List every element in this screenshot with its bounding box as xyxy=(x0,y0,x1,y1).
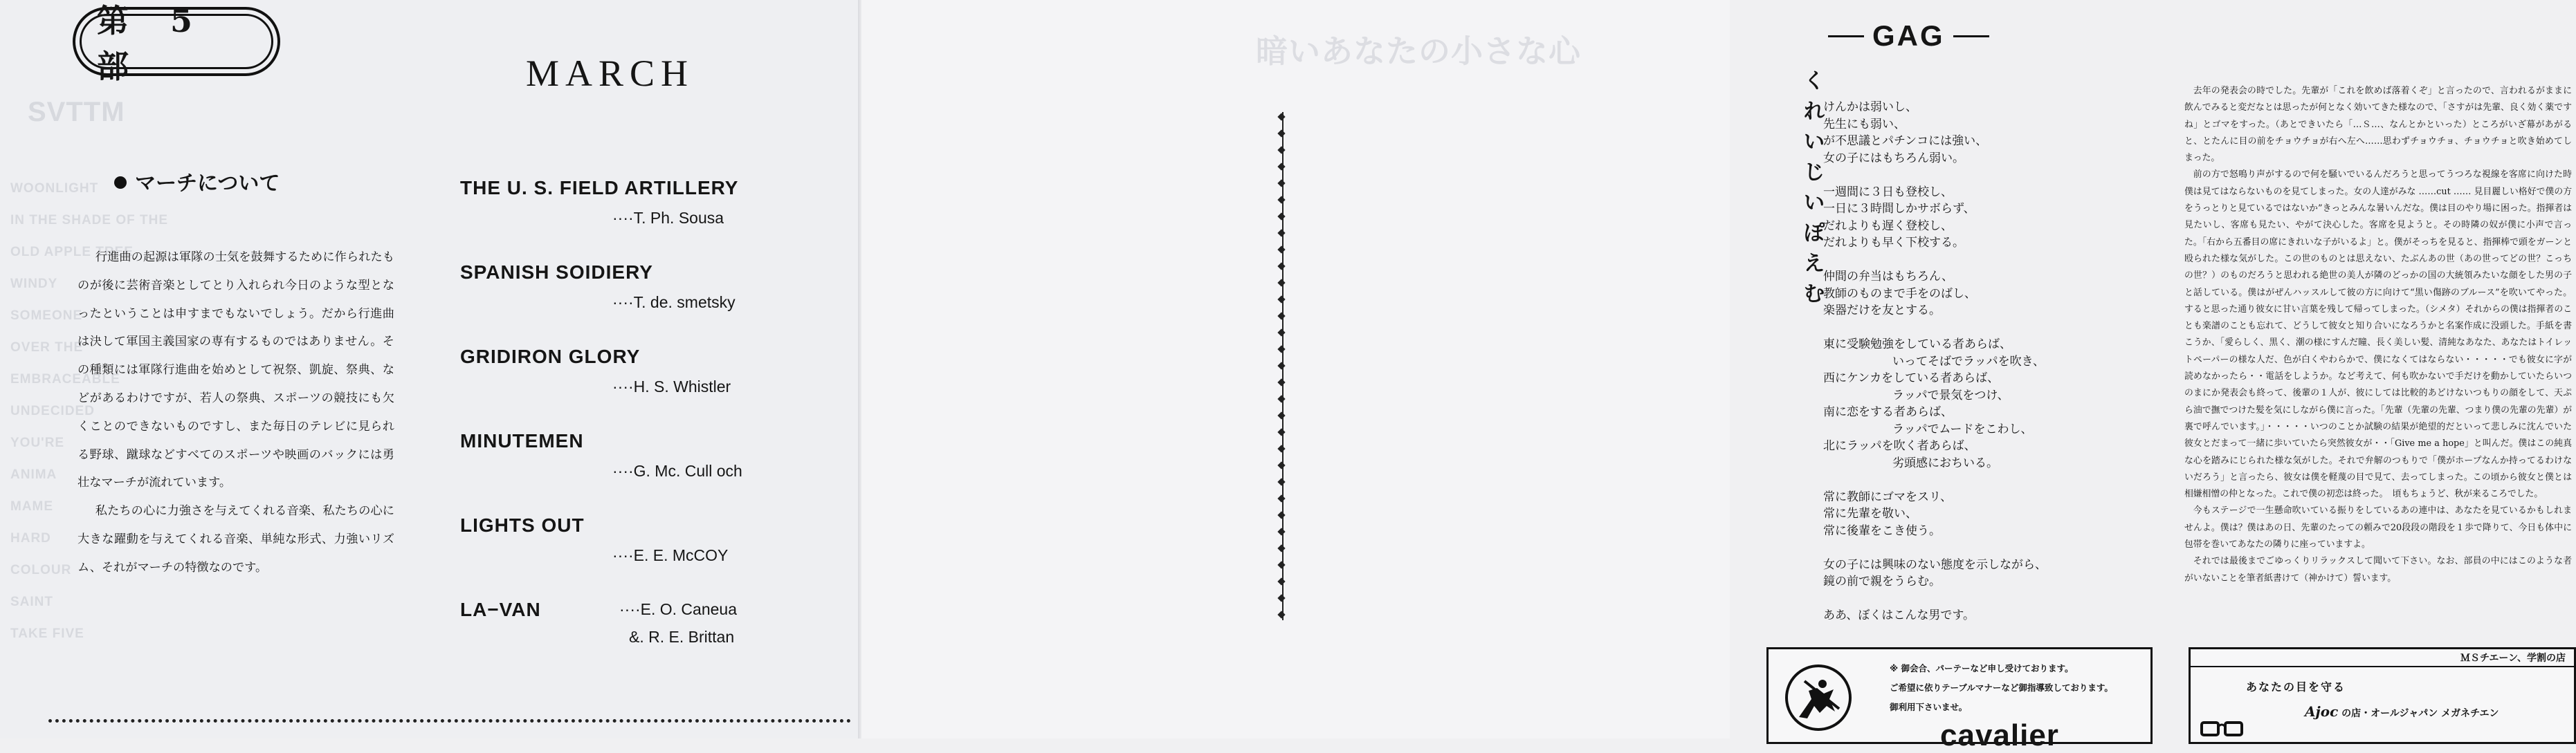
poem-line: 教師のものまで手をのばし、 xyxy=(1823,286,1976,301)
cavalier-ad-line: ご希望に依りテーブルマナーなど御指導致しております。 xyxy=(1890,682,2113,693)
poem-line: 南に恋をする者あらば、 xyxy=(1823,405,1953,419)
march-title: MARCH xyxy=(526,53,695,94)
poem-line: 東に受験勉強をしている者あらば、 xyxy=(1823,337,2011,351)
poem-line: いってそばでラッパを吹き、 xyxy=(1892,354,2045,369)
poem-line: 常に教師にゴマをスリ、 xyxy=(1823,490,1953,504)
ms-chain-ad xyxy=(2189,647,2576,744)
march-composer: ····G. Mc. Cull och xyxy=(612,462,742,480)
march-composer: ····E. E. McCOY xyxy=(612,546,729,564)
part-label: 第 5 部 xyxy=(97,2,208,85)
poem-stanza xyxy=(1823,607,2086,624)
poem-line: ああ、ぼくはこんな男です。 xyxy=(1823,608,1975,622)
about-body xyxy=(77,243,394,582)
poem-line: けんかは弱いし、 xyxy=(1823,100,1917,114)
poem-line: が不思議とパチンコには強い、 xyxy=(1823,134,1988,148)
cavalier-ad-line: ※ 御会合、パーテーなど申し受けております。 xyxy=(1890,663,2074,673)
march-name: THE U. S. FIELD ARTILLERY xyxy=(460,177,739,198)
poem-line: 女の子には興味のない態度を示しながら、 xyxy=(1823,557,2047,572)
cavalier-ad xyxy=(1766,647,2153,752)
cavalier-ad-lines xyxy=(1890,659,2113,717)
march-item xyxy=(460,346,848,430)
part-badge xyxy=(73,2,280,85)
march-composer: ····H. S. Whistler xyxy=(612,378,731,396)
poem-line: 先生にも弱い、 xyxy=(1823,117,1906,131)
poem-stanza xyxy=(1823,99,2086,167)
poem-line: 一日に３時間しかサボらず、 xyxy=(1823,202,1975,216)
knight-logo-icon xyxy=(1784,663,1853,732)
poem-line: 鏡の前で親をうらむ。 xyxy=(1823,575,1941,588)
poem-line: だれよりも早く下校する。 xyxy=(1823,236,1964,250)
about-paragraph: 行進曲の起源は軍隊の士気を鼓舞するために作られたものが後に芸術音楽としてとり入れられ今日のような型となったということは申すまでもないでしょう。だから行進曲は決して軍国主義国家の専有するものではありません。その種類には軍隊行進曲を始めとして祝祭、凱旋、祭典、などがあるわけですが、若人の祭典、スポーツの競技にも欠くことのできないものですし、また毎日のテレビに見られる野球、蹴球などすべてのスポーツや映画のバックには勇壮なマーチが流れています。 xyxy=(77,250,394,490)
march-item xyxy=(460,430,848,514)
march-item xyxy=(460,261,848,346)
show-through-text: SVTTM xyxy=(28,97,125,127)
march-name: LIGHTS OUT xyxy=(460,514,585,536)
essay-paragraph: それでは最後までごゆっくりリラックスして聞いて下さい。なお、部員の中にはこのような者がいないことを筆者紙書けて（神かけて）誓います。 xyxy=(2184,556,2572,584)
poem-line: ラッパでムードをこわし、 xyxy=(1892,422,2033,436)
essay-paragraph: 前の方で怒鳴り声がするので何を騒いでいるんだろうと思ってうつろな視線を客席に向けた時僕は見てはならないものを見てしまった。女の人達がみな ……cut …… 見目麗しい格好で僕の方をうっとりと見ているではないか”きっとみんな暑いんだな。僕は目のやり場に困った。指揮者は見たいし、客席も見たい、やがて決心した。客席を見ようと。その時隣の奴が僕に小声で言った。「右から五番目の席にきれいな子がいるよ」と。僕がそっちを見ると、指揮棒で頭をガーンと殴られた様な気がした。この世のものとは思えない、たぶんあの世（あの世ってどの世？こっちの世？）のものだろうと思われる絶世の美人が隣のどっかの国の大統領みたいな顔をした男の子と話している。僕はがぜんハッスルして彼の方に向けて“黒い傷跡のブルース”を吹いてやった。すると思った通り彼女に甘い言葉を残して帰ってしまった。（シメタ）それからの僕は指揮者のことも楽譜のことも忘れて、どうして彼女と知り合いになろうかと名案作成に没頭した。手紙を書こうか、「愛らしく、黒く、潮の様にすんだ瞳、長く美しい髪、清純なあなた、あなたはトイレットペーパーの様な人だ、色が白くやわらかで、僕になくてはならない・・・・・でも彼女に字が読めなかったら・・電話をしようか。など考えて、何も吹かないで手だけを動かしていたらいつのまにか発表会も終って、後輩の１人が、彼にしては比較的あどけないつもりの顔をして、天ぷら油で撫でつけた髪を気にしながら僕に言った。「先輩（先輩の先輩、つまり僕の先輩の先輩）が裏で呼んでいます。」・・・・・いつのことか試験の結果が絶望的だといって悲しみに沈んでいた彼女とだまって一緒に歩いていたら突然彼女が・・「Give me a hope」と叫んだ。僕はこの純真な心を踏みにじられた様な気がした。それで弁解のつもりで「僕がホープなんか持ってるわけないだろう」と言ったら、彼女は僕を軽蔑の目で見て、去ってしまった。この頃から彼女と僕とは相嫌相憎の仲となった。これで僕の初恋は終った。 頃もちょうど、秋が来るころでした。 xyxy=(2184,169,2573,500)
march-list xyxy=(460,177,848,683)
poem-line: 仲間の弁当はもちろん、 xyxy=(1823,270,1954,283)
essay-paragraph: 今もステージで一生懸命吹いている振りをしているあの連中は、あなたを見ているかもしれませんよ。僕は？僕はあの日、先輩のたっての頼みで20段段の階段を１歩で降りて、今日も体中に包帯を巻いてあなたの隣りに座っていますよ。 xyxy=(2184,505,2572,550)
right-page xyxy=(861,0,2573,752)
poem-line: 常に先輩を敬い、 xyxy=(1823,507,1917,521)
march-name: LA−VAN xyxy=(460,599,541,620)
left-page xyxy=(0,0,861,738)
poem-stanza xyxy=(1823,336,2086,472)
gag-title xyxy=(1820,19,1998,53)
cavalier-ad-line: 御利用下さいませ。 xyxy=(1890,702,1968,712)
march-item xyxy=(460,514,848,599)
cavalier-logo-text: cavalier xyxy=(1940,718,2059,752)
poem-line: 楽器だけを友とする。 xyxy=(1823,304,1941,317)
poem-stanza xyxy=(1823,557,2086,591)
ms-chain-band-text: ＭＳチエーン、学割の店 xyxy=(2460,653,2566,664)
poem xyxy=(1823,99,2086,641)
gag-title-text: GAG xyxy=(1872,19,1945,52)
essay-paragraph: 去年の発表会の時でした。先輩が「これを飲めば落着くぞ」と言ったので、言われるがままに飲んでみると変だなとは思ったが何となく効いてきた様なので、「さすがは先輩、良く効く薬ですね」とゴマをすった。（あとできいたら「…Ｓ…、なんとかといった）ところがいざ幕があがると、とたんに目の前をチョウチョが右へ左へ……思わずチョウチョ、チョウチョと吹き始めてしまった。 xyxy=(2184,86,2572,164)
bullet-icon xyxy=(114,176,127,189)
about-paragraph: 私たちの心に力強さを与えてくれる音楽、私たちの心に大きな躍動を与えてくれる音楽、単純な形式、力強いリズム、それがマーチの特徴なのです。 xyxy=(77,504,394,575)
about-heading xyxy=(114,166,280,196)
poem-line: 一週間に３日も登校し、 xyxy=(1823,185,1953,199)
ms-chain-brand-rest: の店・オールジャパン メガネチエン xyxy=(2341,708,2499,719)
march-name: MINUTEMEN xyxy=(460,430,584,452)
poem-line: 西にケンカをしている者あらば、 xyxy=(1823,371,2000,385)
march-item xyxy=(460,599,848,683)
glasses-icon xyxy=(2200,718,2243,739)
march-name: GRIDIRON GLORY xyxy=(460,346,641,367)
poem-line: ラッパで景気をつけ、 xyxy=(1892,388,2009,402)
march-composer: ····T. de. smetsky xyxy=(612,293,736,311)
march-composer: ····T. Ph. Sousa xyxy=(612,209,724,227)
ms-chain-brand-script: Ajoc xyxy=(2305,703,2339,720)
about-heading-text: マーチについて xyxy=(135,171,280,196)
essay xyxy=(2184,83,2572,587)
poem-line: 女の子にはもちろん弱い。 xyxy=(1823,151,1964,165)
march-item xyxy=(460,177,848,261)
march-composer: ····E. O. Caneua xyxy=(619,600,737,618)
ms-chain-tagline: あなたの目を守る xyxy=(2246,680,2346,694)
gag-subtitle: くれいじい ぽえむ xyxy=(1804,69,1827,306)
poem-stanza xyxy=(1823,489,2086,540)
show-through-heading: 暗いあなたの小さな心 xyxy=(1256,33,1581,69)
ms-chain-band xyxy=(2191,649,2574,667)
march-name: SPANISH SOIDIERY xyxy=(460,261,653,283)
show-through-list: WOONLIGHT IN THE SHADE OF THE OLD APPLE TREE WINDY SOMEONE OVER THE EMBRACEABLE UNDECIDED YOU'RE ANIMA MAME HARD COLOUR SAINT TAKE FIVE xyxy=(10,181,169,641)
ms-chain-brand xyxy=(2305,703,2499,720)
poem-line: 常に後輩をこき使う。 xyxy=(1823,523,1941,538)
march-composer-second: &. R. E. Brittan xyxy=(629,628,735,646)
poem-stanza xyxy=(1823,268,2086,319)
poem-line: 北にラッパを吹く者あらば、 xyxy=(1823,439,1976,453)
poem-stanza xyxy=(1823,184,2086,252)
dotted-rule xyxy=(48,719,851,723)
poem-line: 劣頭感におちいる。 xyxy=(1892,456,1998,470)
poem-line: だれよりも遅く登校し、 xyxy=(1823,219,1953,233)
